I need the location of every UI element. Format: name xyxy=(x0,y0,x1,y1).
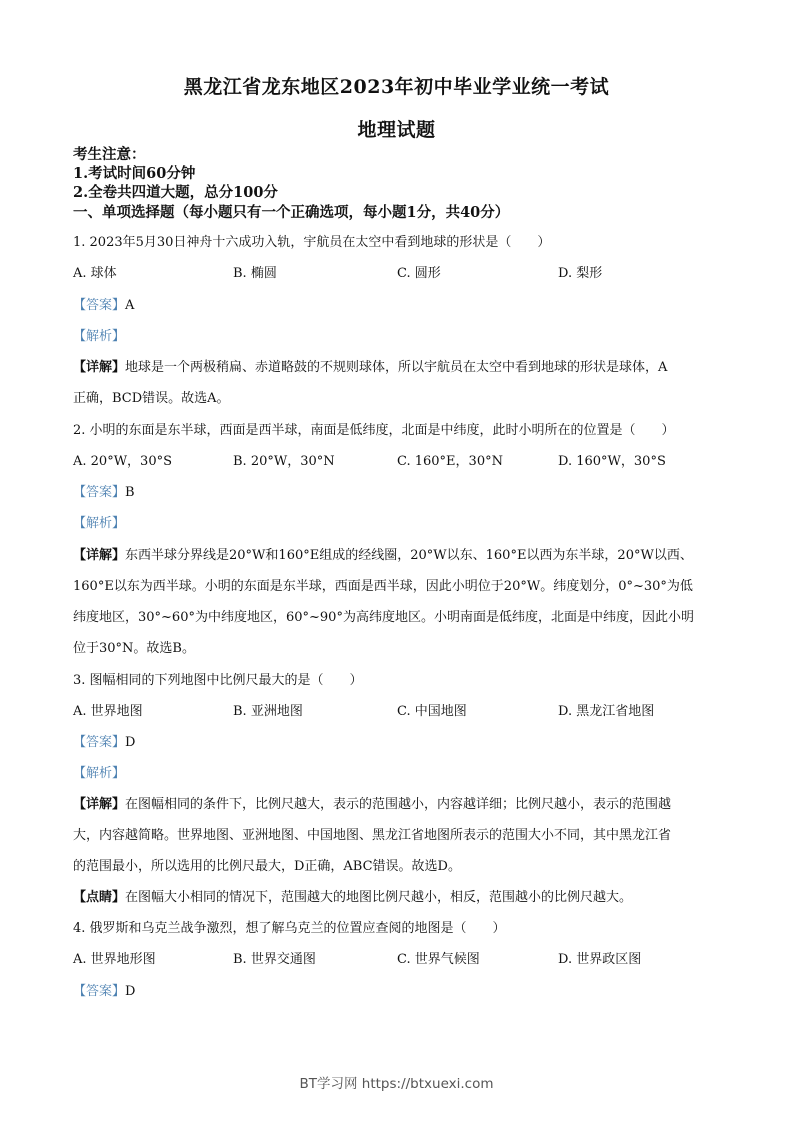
answer-line xyxy=(73,298,723,314)
analysis-label: 【解析】 xyxy=(73,766,126,781)
watermark-link[interactable]: BT学习网 https://btxuexi.com xyxy=(299,1076,494,1092)
analysis-line xyxy=(73,516,723,532)
notice-heading: 考生注意： xyxy=(73,146,146,163)
option-d: D. 世界政区图 xyxy=(558,952,642,967)
detail-text: 在图幅相同的条件下，比例尺越大，表示的范围越小，内容越详细；比例尺越小，表示的范围越 xyxy=(125,797,672,812)
detail-line xyxy=(73,360,723,376)
option-a: A. 世界地形图 xyxy=(73,952,156,967)
option-b: B. 20°W，30°N xyxy=(233,454,335,469)
question-stem: 3. 图幅相同的下列地图中比例尺最大的是（ ） xyxy=(73,673,363,688)
answer-line xyxy=(73,984,723,1000)
question-stem: 4. 俄罗斯和乌克兰战争激烈，想了解乌克兰的位置应查阅的地图是（ ） xyxy=(73,921,506,936)
detail-text: 地球是一个两极稍扁、赤道略鼓的不规则球体，所以宇航员在太空中看到地球的形状是球体，A xyxy=(125,360,668,375)
answer-value: A xyxy=(125,298,135,313)
answer-label: 【答案】 xyxy=(73,735,126,750)
option-d: D. 160°W，30°S xyxy=(558,454,666,469)
tip-line xyxy=(73,890,723,906)
question-options xyxy=(73,454,723,470)
option-a: A. 世界地图 xyxy=(73,704,143,719)
option-d: D. 梨形 xyxy=(558,266,603,281)
analysis-label: 【解析】 xyxy=(73,516,126,531)
option-c: C. 圆形 xyxy=(397,266,441,281)
answer-value: D xyxy=(125,735,136,750)
detail-label: 【详解】 xyxy=(73,548,126,563)
notice-item: 1.考试时间60分钟 xyxy=(73,165,196,182)
option-a: A. 球体 xyxy=(73,266,117,281)
question-options xyxy=(73,952,723,968)
detail-text: 160°E以东为西半球。小明的东面是东半球，西面是西半球，因此小明位于20°W。纬度划分，0°~30°为低 xyxy=(73,579,693,594)
detail-text: 大，内容越简略。世界地图、亚洲地图、中国地图、黑龙江省地图所表示的范围大小不同，其中黑龙江省 xyxy=(73,828,672,843)
detail-line xyxy=(73,548,723,564)
tip-text: 在图幅大小相同的情况下，范围越大的地图比例尺越小，相反，范围越小的比例尺越大。 xyxy=(125,890,633,905)
detail-label: 【详解】 xyxy=(73,360,126,375)
analysis-label: 【解析】 xyxy=(73,329,126,344)
detail-label: 【详解】 xyxy=(73,797,126,812)
analysis-line xyxy=(73,329,723,345)
answer-value: B xyxy=(125,485,135,500)
detail-text: 的范围最小，所以选用的比例尺最大，D正确，ABC错误。故选D。 xyxy=(73,859,461,874)
section-heading: 一、单项选择题（每小题只有一个正确选项，每小题1分，共40分） xyxy=(73,204,510,221)
answer-label: 【答案】 xyxy=(73,298,126,313)
detail-text: 东西半球分界线是20°W和160°E组成的经线圈，20°W以东、160°E以西为东半球，20°W以西、 xyxy=(125,548,693,563)
analysis-line xyxy=(73,766,723,782)
option-b: B. 世界交通图 xyxy=(233,952,316,967)
answer-label: 【答案】 xyxy=(73,485,126,500)
question-stem: 2. 小明的东面是东半球，西面是西半球，南面是低纬度，北面是中纬度，此时小明所在的位置是（ ） xyxy=(73,423,675,438)
question-stem: 1. 2023年5月30日神舟十六成功入轨，宇航员在太空中看到地球的形状是（ ） xyxy=(73,235,551,250)
tip-label: 【点睛】 xyxy=(73,890,126,905)
detail-text: 纬度地区，30°~60°为中纬度地区，60°~90°为高纬度地区。小明南面是低纬度，北面是中纬度，因此小明 xyxy=(73,610,694,625)
answer-value: D xyxy=(125,984,136,999)
answer-line xyxy=(73,735,723,751)
option-c: C. 中国地图 xyxy=(397,704,467,719)
answer-label: 【答案】 xyxy=(73,984,126,999)
option-d: D. 黑龙江省地图 xyxy=(558,704,655,719)
detail-line xyxy=(73,797,723,813)
option-c: C. 160°E，30°N xyxy=(397,454,503,469)
detail-text: 正确，BCD错误。故选A。 xyxy=(73,391,230,406)
answer-line xyxy=(73,485,723,501)
document-title: 黑龙江省龙东地区2023年初中毕业学业统一考试 xyxy=(183,76,610,98)
option-a: A. 20°W，30°S xyxy=(73,454,173,469)
option-b: B. 椭圆 xyxy=(233,266,277,281)
option-b: B. 亚洲地图 xyxy=(233,704,303,719)
document-subtitle: 地理试题 xyxy=(357,119,436,141)
question-options xyxy=(73,266,723,282)
notice-item: 2.全卷共四道大题，总分100分 xyxy=(73,184,278,201)
option-c: C. 世界气候图 xyxy=(397,952,480,967)
question-options xyxy=(73,704,723,720)
detail-text: 位于30°N。故选B。 xyxy=(73,641,195,656)
